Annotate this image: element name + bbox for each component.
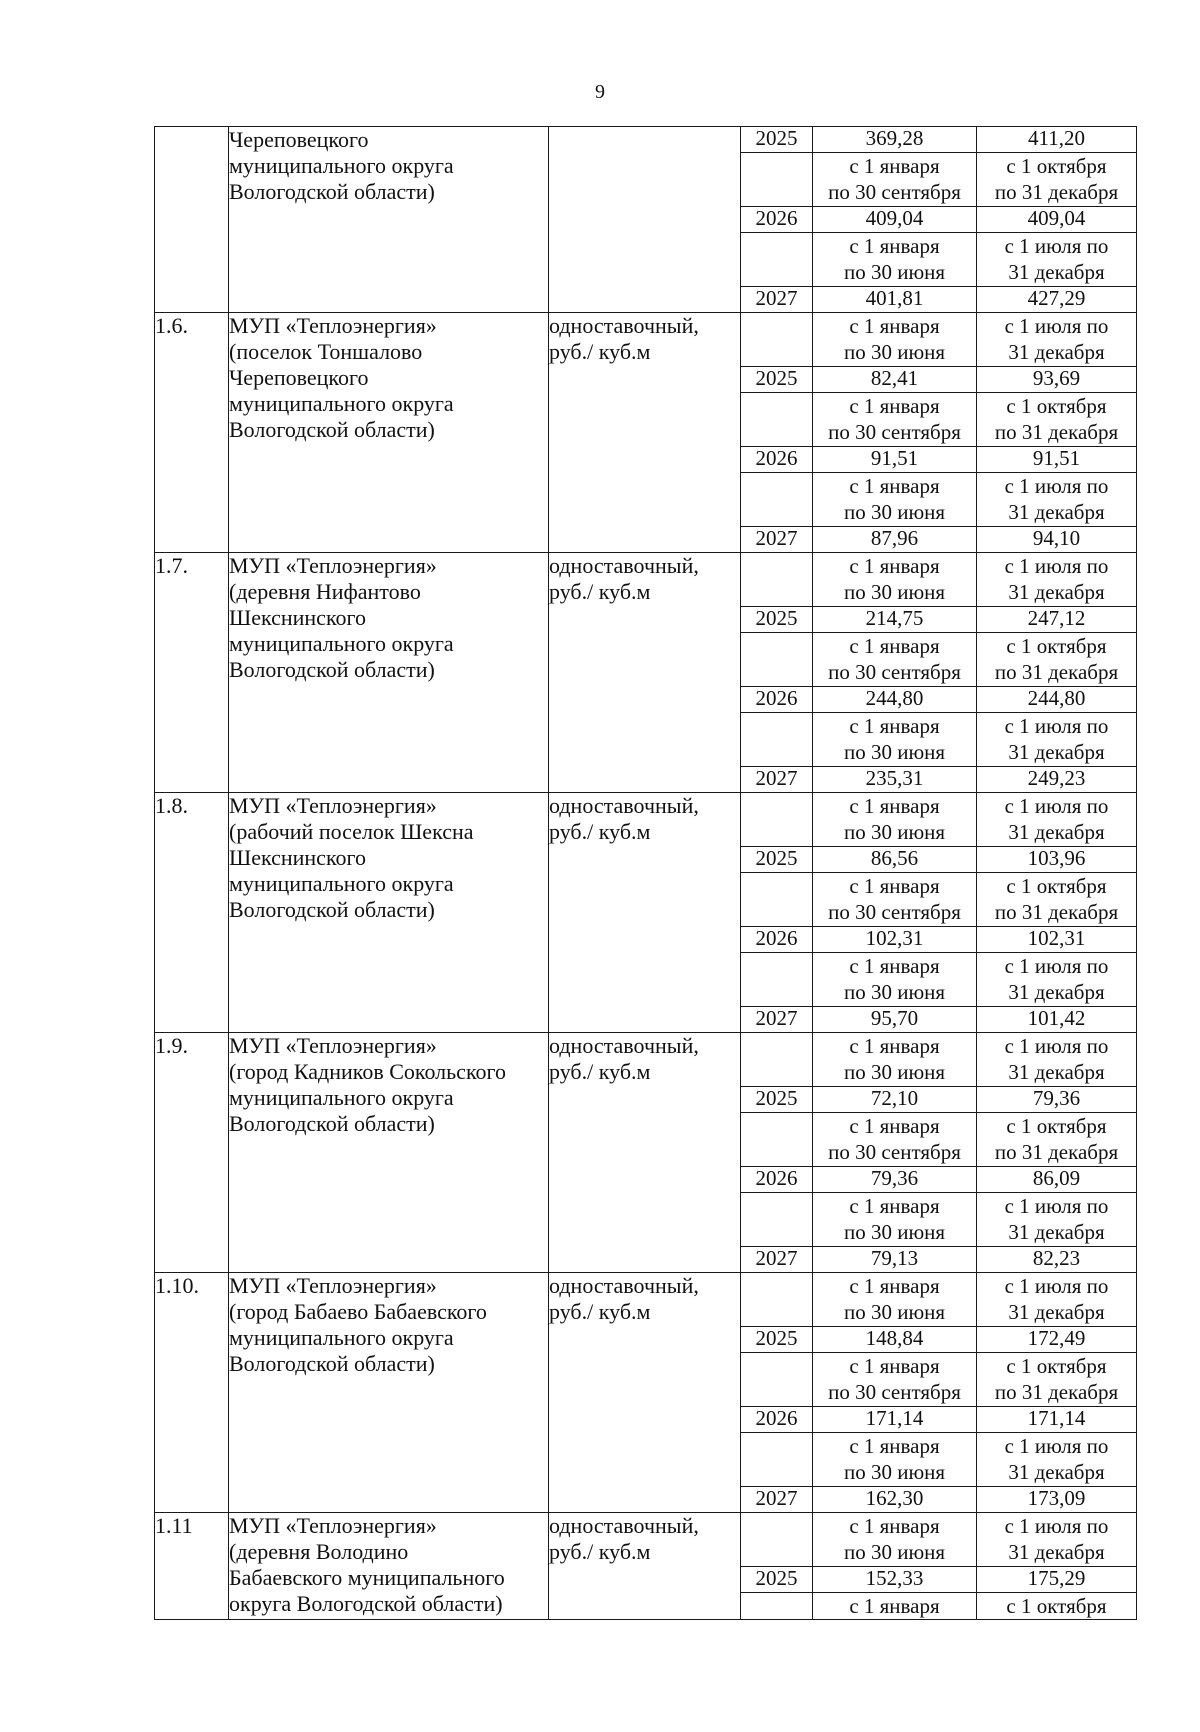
- period-line: по 31 декабря: [994, 180, 1119, 204]
- row-number: 1.9.: [155, 1033, 229, 1273]
- tariff-year: 2026: [741, 207, 813, 233]
- year-cell-empty: [741, 633, 813, 687]
- row-number-cell: [155, 127, 229, 313]
- period-line: по 30 сентября: [828, 180, 961, 204]
- period-second-half: [977, 1513, 1137, 1567]
- tariff-value-first-half: 86,56: [813, 847, 977, 873]
- period-second-half: [977, 233, 1137, 287]
- tariff-value-first-half: 171,14: [813, 1407, 977, 1433]
- period-second-half: [977, 1193, 1137, 1247]
- row-number: 1.10.: [155, 1273, 229, 1513]
- period-line: с 1 января: [849, 234, 940, 258]
- tariff-value-second-half: 91,51: [977, 447, 1137, 473]
- tariff-value-second-half: 94,10: [977, 527, 1137, 553]
- period-line: с 1 июля по: [1004, 794, 1109, 818]
- period-line: по 31 декабря: [994, 660, 1119, 684]
- period-line: по 30 июня: [843, 340, 946, 364]
- table-row: [155, 1033, 1137, 1087]
- period-line: с 1 октября: [1006, 634, 1107, 658]
- period-first-half: [813, 1433, 977, 1487]
- tariff-value-second-half: 86,09: [977, 1167, 1137, 1193]
- table-row: [155, 127, 1137, 153]
- tariff-type-line: руб./ куб.м: [549, 579, 651, 604]
- period-first-half: [813, 473, 977, 527]
- tariff-year: 2027: [741, 527, 813, 553]
- period-line: с 1 июля по: [1004, 954, 1109, 978]
- organization-line: Череповецкого: [229, 365, 369, 390]
- year-cell-empty: [741, 1273, 813, 1327]
- period-line: с 1 июля по: [1004, 314, 1109, 338]
- organization-line: (деревня Володино: [229, 1539, 409, 1564]
- period-line: с 1 июля по: [1004, 1034, 1109, 1058]
- tariff-value-first-half: 72,10: [813, 1087, 977, 1113]
- year-cell-empty: [741, 313, 813, 367]
- year-cell-empty: [741, 1193, 813, 1247]
- period-line: с 1 января: [849, 394, 940, 418]
- period-line: по 30 июня: [843, 1300, 946, 1324]
- year-cell-empty: [741, 1593, 813, 1620]
- period-first-half: [813, 1033, 977, 1087]
- period-line: по 30 июня: [843, 580, 946, 604]
- period-first-half: [813, 1353, 977, 1407]
- organization-line: муниципального округа: [229, 1325, 454, 1350]
- period-line: с 1 января: [849, 1514, 940, 1538]
- period-first-half: [813, 313, 977, 367]
- period-line: с 1 октября: [1006, 394, 1107, 418]
- tariff-value-first-half: 401,81: [813, 287, 977, 313]
- period-second-half: [977, 873, 1137, 927]
- tariff-value-second-half: 175,29: [977, 1567, 1137, 1593]
- tariff-value-second-half: 171,14: [977, 1407, 1137, 1433]
- tariff-year: 2025: [741, 127, 813, 153]
- period-line: 31 декабря: [1008, 1300, 1105, 1324]
- tariff-type-line: одноставочный,: [549, 313, 699, 338]
- organization-cell: [229, 793, 549, 1033]
- period-first-half: [813, 153, 977, 207]
- period-line: 31 декабря: [1008, 340, 1105, 364]
- table-row: [155, 553, 1137, 607]
- year-cell-empty: [741, 1513, 813, 1567]
- tariff-value-second-half: 82,23: [977, 1247, 1137, 1273]
- period-line: с 1 октября: [1006, 874, 1107, 898]
- organization-line: Шекснинского: [229, 845, 366, 870]
- organization-line: (деревня Нифантово: [229, 579, 421, 604]
- tariff-type-line: руб./ куб.м: [549, 819, 651, 844]
- period-line: по 30 июня: [843, 1540, 946, 1564]
- tariff-year: 2025: [741, 1327, 813, 1353]
- period-second-half: [977, 633, 1137, 687]
- period-second-half: [977, 1353, 1137, 1407]
- tariff-type-line: одноставочный,: [549, 553, 699, 578]
- tariff-year: 2026: [741, 447, 813, 473]
- organization-line: (город Бабаево Бабаевского: [229, 1299, 487, 1324]
- period-line: 31 декабря: [1008, 820, 1105, 844]
- organization-line: МУП «Теплоэнергия»: [229, 1033, 437, 1058]
- period-line: по 31 декабря: [994, 1380, 1119, 1404]
- organization-line: Бабаевского муниципального: [229, 1565, 505, 1590]
- tariff-type-line: одноставочный,: [549, 793, 699, 818]
- period-line: по 30 июня: [843, 500, 946, 524]
- period-line: по 30 июня: [843, 1220, 946, 1244]
- period-first-half: [813, 553, 977, 607]
- period-first-half: [813, 1273, 977, 1327]
- period-second-half: [977, 1593, 1137, 1620]
- period-line: с 1 октября: [1006, 1594, 1107, 1618]
- tariff-value-first-half: 244,80: [813, 687, 977, 713]
- period-first-half: [813, 233, 977, 287]
- period-line: с 1 января: [849, 954, 940, 978]
- period-line: с 1 января: [849, 554, 940, 578]
- tariff-table-body: [155, 127, 1137, 1620]
- organization-line: Череповецкого: [229, 127, 369, 152]
- tariff-type-line: одноставочный,: [549, 1273, 699, 1298]
- period-second-half: [977, 793, 1137, 847]
- organization-cell: [229, 1273, 549, 1513]
- period-first-half: [813, 873, 977, 927]
- tariff-type-line: руб./ куб.м: [549, 339, 651, 364]
- tariff-type-cell: [549, 313, 741, 553]
- tariff-type-line: одноставочный,: [549, 1513, 699, 1538]
- period-line: 31 декабря: [1008, 500, 1105, 524]
- period-first-half: [813, 1113, 977, 1167]
- tariff-value-second-half: 173,09: [977, 1487, 1137, 1513]
- organization-line: округа Вологодской области): [229, 1591, 503, 1616]
- tariff-year: 2027: [741, 767, 813, 793]
- period-line: с 1 января: [849, 1034, 940, 1058]
- organization-line: муниципального округа: [229, 631, 454, 656]
- tariff-value-first-half: 79,13: [813, 1247, 977, 1273]
- row-number: 1.7.: [155, 553, 229, 793]
- period-second-half: [977, 473, 1137, 527]
- row-number: 1.6.: [155, 313, 229, 553]
- period-second-half: [977, 1113, 1137, 1167]
- period-line: с 1 января: [849, 154, 940, 178]
- tariff-type-line: руб./ куб.м: [549, 1539, 651, 1564]
- table-row: [155, 313, 1137, 367]
- period-line: с 1 июля по: [1004, 714, 1109, 738]
- period-first-half: [813, 1513, 977, 1567]
- tariff-value-second-half: 427,29: [977, 287, 1137, 313]
- tariff-value-second-half: 411,20: [977, 127, 1137, 153]
- tariff-value-second-half: 103,96: [977, 847, 1137, 873]
- period-line: 31 декабря: [1008, 260, 1105, 284]
- tariff-year: 2025: [741, 607, 813, 633]
- period-line: 31 декабря: [1008, 980, 1105, 1004]
- organization-line: Вологодской области): [229, 179, 435, 204]
- row-number: 1.8.: [155, 793, 229, 1033]
- period-first-half: [813, 393, 977, 447]
- year-cell-empty: [741, 1033, 813, 1087]
- period-line: по 30 сентября: [828, 900, 961, 924]
- tariff-value-first-half: 79,36: [813, 1167, 977, 1193]
- tariff-year: 2025: [741, 1567, 813, 1593]
- period-second-half: [977, 553, 1137, 607]
- period-line: с 1 июля по: [1004, 554, 1109, 578]
- period-first-half: [813, 1593, 977, 1620]
- period-line: с 1 января: [849, 1114, 940, 1138]
- tariff-value-first-half: 152,33: [813, 1567, 977, 1593]
- period-line: 31 декабря: [1008, 1460, 1105, 1484]
- period-line: 31 декабря: [1008, 1220, 1105, 1244]
- period-line: с 1 октября: [1006, 1354, 1107, 1378]
- organization-line: муниципального округа: [229, 391, 454, 416]
- tariff-type-cell: [549, 793, 741, 1033]
- tariff-value-first-half: 82,41: [813, 367, 977, 393]
- tariff-value-second-half: 102,31: [977, 927, 1137, 953]
- year-cell-empty: [741, 713, 813, 767]
- period-first-half: [813, 633, 977, 687]
- year-cell-empty: [741, 233, 813, 287]
- period-line: по 30 июня: [843, 260, 946, 284]
- period-second-half: [977, 1273, 1137, 1327]
- tariff-year: 2025: [741, 367, 813, 393]
- organization-line: МУП «Теплоэнергия»: [229, 313, 437, 338]
- page-number: 9: [595, 81, 605, 103]
- period-first-half: [813, 1193, 977, 1247]
- period-second-half: [977, 1033, 1137, 1087]
- organization-cell: [229, 1033, 549, 1273]
- tariff-value-first-half: 409,04: [813, 207, 977, 233]
- period-line: с 1 июля по: [1004, 1514, 1109, 1538]
- organization-line: (город Кадников Сокольского: [229, 1059, 506, 1084]
- year-cell-empty: [741, 473, 813, 527]
- organization-line: Вологодской области): [229, 1351, 435, 1376]
- period-line: с 1 июля по: [1004, 1434, 1109, 1458]
- period-line: по 30 сентября: [828, 660, 961, 684]
- tariff-type-cell: [549, 1033, 741, 1273]
- period-second-half: [977, 313, 1137, 367]
- tariff-type-cell: [549, 127, 741, 313]
- organization-line: Вологодской области): [229, 1111, 435, 1136]
- period-line: с 1 октября: [1006, 154, 1107, 178]
- tariff-value-second-half: 79,36: [977, 1087, 1137, 1113]
- tariff-value-first-half: 91,51: [813, 447, 977, 473]
- period-line: с 1 января: [849, 1194, 940, 1218]
- period-line: с 1 октября: [1006, 1114, 1107, 1138]
- year-cell-empty: [741, 1113, 813, 1167]
- organization-line: (поселок Тоншалово: [229, 339, 423, 364]
- period-line: с 1 января: [849, 1594, 940, 1618]
- year-cell-empty: [741, 793, 813, 847]
- organization-line: МУП «Теплоэнергия»: [229, 553, 437, 578]
- tariff-year: 2026: [741, 1407, 813, 1433]
- period-line: по 30 сентября: [828, 420, 961, 444]
- tariff-year: 2026: [741, 687, 813, 713]
- table-row: [155, 1273, 1137, 1327]
- period-line: с 1 июля по: [1004, 234, 1109, 258]
- organization-cell: [229, 1513, 549, 1620]
- year-cell-empty: [741, 953, 813, 1007]
- tariff-value-second-half: 172,49: [977, 1327, 1137, 1353]
- tariff-year: 2027: [741, 1247, 813, 1273]
- period-first-half: [813, 713, 977, 767]
- organization-cell: [229, 313, 549, 553]
- tariff-year: 2025: [741, 1087, 813, 1113]
- tariff-type-line: руб./ куб.м: [549, 1299, 651, 1324]
- period-line: по 30 июня: [843, 1460, 946, 1484]
- period-line: 31 декабря: [1008, 1540, 1105, 1564]
- organization-line: МУП «Теплоэнергия»: [229, 1273, 437, 1298]
- tariff-value-second-half: 249,23: [977, 767, 1137, 793]
- tariff-year: 2026: [741, 1167, 813, 1193]
- organization-cell: [229, 127, 549, 313]
- tariff-value-first-half: 162,30: [813, 1487, 977, 1513]
- tariff-value-second-half: 247,12: [977, 607, 1137, 633]
- period-line: по 30 июня: [843, 820, 946, 844]
- organization-line: Вологодской области): [229, 417, 435, 442]
- period-line: с 1 января: [849, 1354, 940, 1378]
- period-line: по 30 июня: [843, 1060, 946, 1084]
- tariff-value-second-half: 409,04: [977, 207, 1137, 233]
- tariff-value-first-half: 369,28: [813, 127, 977, 153]
- table-row: [155, 793, 1137, 847]
- period-second-half: [977, 393, 1137, 447]
- period-line: 31 декабря: [1008, 580, 1105, 604]
- tariff-value-first-half: 95,70: [813, 1007, 977, 1033]
- year-cell-empty: [741, 153, 813, 207]
- period-second-half: [977, 953, 1137, 1007]
- period-second-half: [977, 713, 1137, 767]
- period-line: с 1 января: [849, 474, 940, 498]
- tariff-year: 2025: [741, 847, 813, 873]
- period-second-half: [977, 153, 1137, 207]
- period-line: с 1 января: [849, 1274, 940, 1298]
- tariff-value-second-half: 93,69: [977, 367, 1137, 393]
- tariff-type-cell: [549, 1513, 741, 1620]
- tariff-value-second-half: 101,42: [977, 1007, 1137, 1033]
- tariff-type-cell: [549, 553, 741, 793]
- period-line: 31 декабря: [1008, 740, 1105, 764]
- organization-line: муниципального округа: [229, 153, 454, 178]
- year-cell-empty: [741, 1353, 813, 1407]
- period-line: по 30 июня: [843, 980, 946, 1004]
- period-line: по 31 декабря: [994, 420, 1119, 444]
- period-line: с 1 июля по: [1004, 474, 1109, 498]
- period-line: по 31 декабря: [994, 900, 1119, 924]
- tariff-year: 2026: [741, 927, 813, 953]
- tariff-value-first-half: 87,96: [813, 527, 977, 553]
- period-line: по 31 декабря: [994, 1140, 1119, 1164]
- organization-line: Вологодской области): [229, 657, 435, 682]
- tariff-table: [154, 126, 1137, 1620]
- year-cell-empty: [741, 873, 813, 927]
- tariff-value-first-half: 214,75: [813, 607, 977, 633]
- tariff-value-first-half: 235,31: [813, 767, 977, 793]
- period-line: с 1 января: [849, 794, 940, 818]
- period-line: с 1 января: [849, 714, 940, 738]
- organization-line: Вологодской области): [229, 897, 435, 922]
- organization-line: муниципального округа: [229, 871, 454, 896]
- period-first-half: [813, 953, 977, 1007]
- period-line: с 1 января: [849, 874, 940, 898]
- period-line: по 30 сентября: [828, 1380, 961, 1404]
- tariff-type-cell: [549, 1273, 741, 1513]
- tariff-type-line: одноставочный,: [549, 1033, 699, 1058]
- organization-line: муниципального округа: [229, 1085, 454, 1110]
- period-line: по 30 сентября: [828, 1140, 961, 1164]
- period-second-half: [977, 1433, 1137, 1487]
- tariff-value-first-half: 148,84: [813, 1327, 977, 1353]
- tariff-year: 2027: [741, 1007, 813, 1033]
- table-row: [155, 1513, 1137, 1567]
- year-cell-empty: [741, 553, 813, 607]
- period-line: с 1 января: [849, 314, 940, 338]
- year-cell-empty: [741, 393, 813, 447]
- period-line: с 1 января: [849, 634, 940, 658]
- organization-line: (рабочий поселок Шексна: [229, 819, 474, 844]
- period-line: по 30 июня: [843, 740, 946, 764]
- tariff-year: 2027: [741, 287, 813, 313]
- period-line: с 1 января: [849, 1434, 940, 1458]
- row-number: 1.11: [155, 1513, 229, 1620]
- period-first-half: [813, 793, 977, 847]
- tariff-value-first-half: 102,31: [813, 927, 977, 953]
- period-line: 31 декабря: [1008, 1060, 1105, 1084]
- organization-line: МУП «Теплоэнергия»: [229, 793, 437, 818]
- period-line: с 1 июля по: [1004, 1194, 1109, 1218]
- year-cell-empty: [741, 1433, 813, 1487]
- tariff-year: 2027: [741, 1487, 813, 1513]
- period-line: с 1 июля по: [1004, 1274, 1109, 1298]
- organization-line: Шекснинского: [229, 605, 366, 630]
- tariff-type-line: руб./ куб.м: [549, 1059, 651, 1084]
- tariff-value-second-half: 244,80: [977, 687, 1137, 713]
- organization-line: МУП «Теплоэнергия»: [229, 1513, 437, 1538]
- organization-cell: [229, 553, 549, 793]
